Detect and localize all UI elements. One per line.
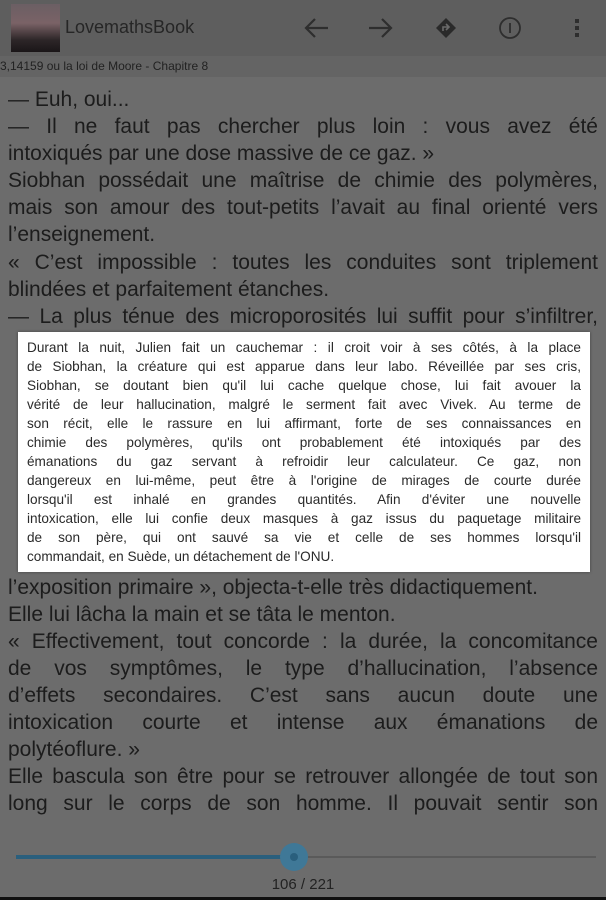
text-line: — Il ne faut pas chercher plus loin : vous avez été bbox=[8, 115, 598, 139]
text-line: intoxication courte et intense aux émanations de bbox=[8, 711, 598, 735]
text-line: intoxiqués par une dose massive de ce gaz. » bbox=[8, 142, 435, 166]
forward-arrow-icon[interactable] bbox=[363, 12, 397, 44]
bookmark-icon[interactable] bbox=[429, 12, 463, 44]
page-counter: 106 / 221 bbox=[271, 876, 335, 893]
text-line: Siobhan possédait une maîtrise de chimie des polymères, bbox=[8, 169, 598, 193]
app-bar bbox=[0, 0, 606, 56]
info-icon[interactable] bbox=[493, 12, 527, 44]
text-line: blindées et parfaitement étanches. bbox=[8, 277, 330, 301]
summary-line: lorsqu'il est inhalé en grandes quantités. Afin d'éviter une nouvelle bbox=[27, 492, 581, 507]
summary-line: de son père, qui ont sauvé sa vie et celle de ses hommes lorsqu'il bbox=[27, 530, 581, 545]
summary-line: chimie des polymères, qu'ils ont probablement été intoxiqués par des bbox=[27, 435, 581, 450]
page-slider-thumb[interactable] bbox=[280, 843, 308, 871]
book-cover-thumbnail[interactable] bbox=[11, 4, 60, 52]
summary-line: intoxication, elle lui confie deux masques à gaz issus du paquetage militaire bbox=[27, 511, 581, 526]
summary-line: Siobhan, se doutant bien qu'il lui cache quelque chose, lui fait avouer la bbox=[27, 378, 581, 393]
summary-line: dangereux en lui-même, peut être à l'origine de mirages de courte durée bbox=[27, 473, 581, 488]
summary-line: vérité de leur hallucination, malgré le serment fait avec Vivek. Au terme de bbox=[27, 397, 581, 412]
text-line: « C’est impossible : toutes les conduites sont triplement bbox=[8, 250, 598, 274]
summary-line: émanations du gaz servant à refroidir leur calculateur. Ce gaz, non bbox=[27, 454, 581, 469]
summary-line: commandait, en Suède, un détachement de l'ONU. bbox=[27, 549, 335, 564]
text-line: — Euh, oui... bbox=[8, 88, 130, 111]
text-line: long sur le corps de son homme. Il pouvait sentir son bbox=[8, 792, 598, 816]
summary-line: Durant la nuit, Julien fait un cauchemar : il croit voir à ses côtés, à la place bbox=[27, 340, 581, 355]
app-title: LovemathsBook bbox=[65, 17, 195, 37]
text-line: Elle bascula son être pour se retrouver allongée de tout son bbox=[8, 765, 598, 789]
text-line: « Effectivement, tout concorde : la durée, la concomitance bbox=[8, 629, 598, 653]
text-line: l’enseignement. bbox=[8, 223, 156, 247]
chapter-summary-popup[interactable] bbox=[18, 332, 590, 572]
chapter-title: 3,14159 ou la loi de Moore - Chapitre 8 bbox=[0, 59, 209, 73]
text-line: — La plus ténue des microporosités lui suffit pour s’infiltrer, bbox=[8, 304, 598, 328]
text-line: Elle lui lâcha la main et se tâta le menton. bbox=[8, 602, 396, 626]
text-line: l’exposition primaire », objecta-t-elle très didactiquement. bbox=[8, 575, 538, 599]
summary-line: de Siobhan, la créature qui est apparue dans leur labo. Réveillée par ses cris, bbox=[27, 359, 581, 374]
text-line: polytéoflure. » bbox=[8, 738, 140, 762]
page-slider-fill bbox=[16, 855, 294, 859]
overflow-menu-icon[interactable] bbox=[560, 12, 594, 44]
text-line: d’effets secondaires. C’est sans aucun doute une bbox=[8, 684, 598, 708]
summary-line: son récit, elle le rassure en lui affirmant, forte de ses connaissances en bbox=[27, 416, 581, 431]
text-line: de vos symptômes, le type d’hallucination, l’absence bbox=[8, 657, 598, 681]
back-arrow-icon[interactable] bbox=[300, 12, 334, 44]
text-line: mais son amour des tout-petits l’avait au final orienté vers bbox=[8, 196, 598, 220]
